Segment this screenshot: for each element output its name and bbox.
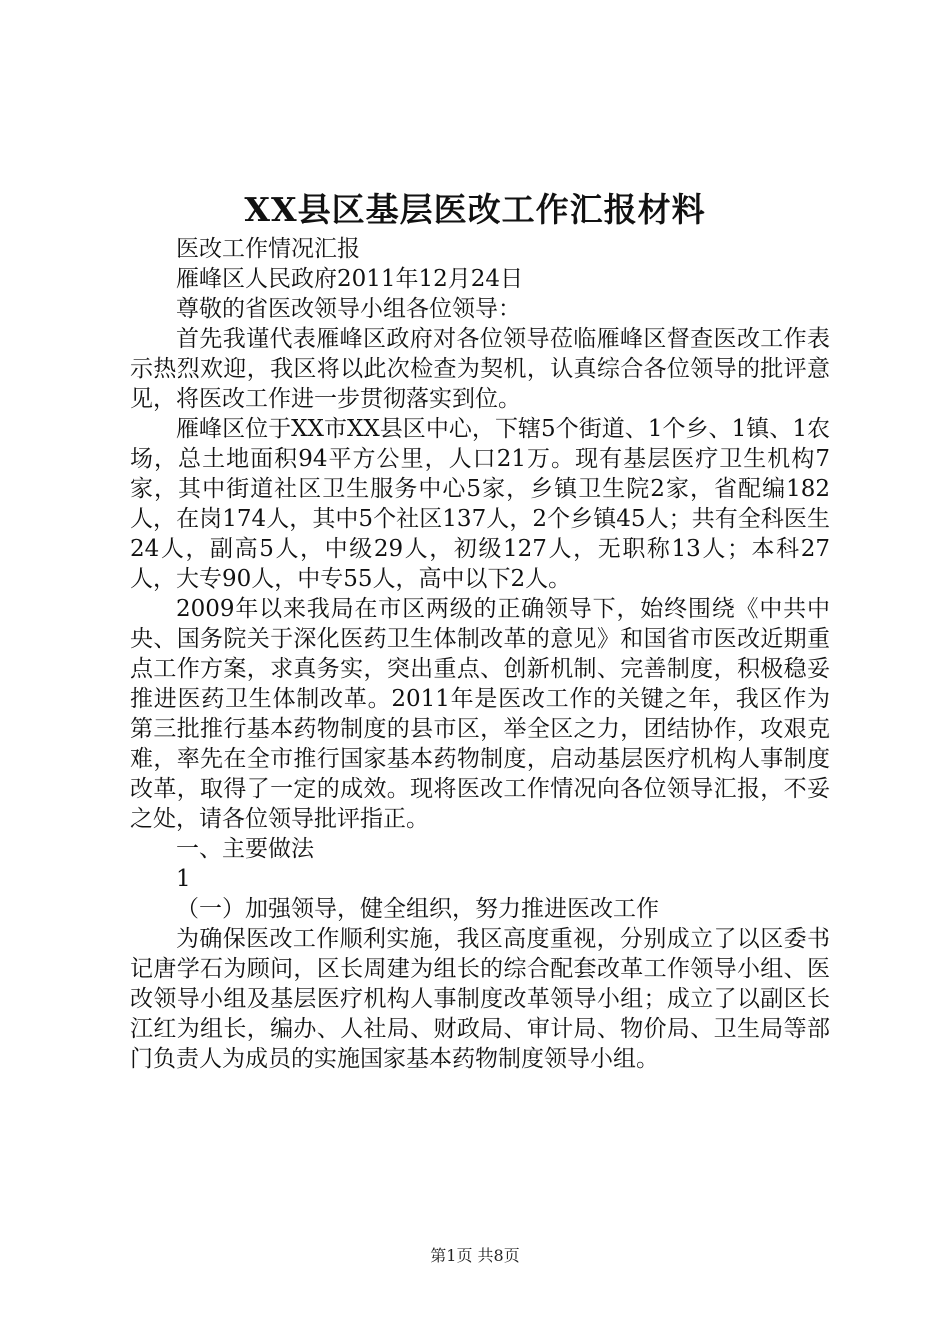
paragraph-district-overview: 雁峰区位于XX市XX县区中心，下辖5个街道、1个乡、1镇、1农场，总土地面积94平方公里，人口21万。现有基层医疗卫生机构7家，其中街道社区卫生服务中心5家，乡镇卫生院2家，省配编182人，在岗174人，其中5个社区137人，2个乡镇45人；共有全科医生24人，副高5人，中级29人，初级127人，无职称13人；本科27人，大专90人，中专55人，高中以下2人。 [130, 416, 830, 592]
document-body [130, 234, 830, 1074]
paragraph-salutation: 尊敬的省医改领导小组各位领导： [176, 296, 521, 322]
paragraph-issuer-date: 雁峰区人民政府2011年12月24日 [176, 266, 524, 292]
paragraph-number: 1 [176, 866, 191, 892]
page-footer: 第1页 共8页 [430, 1246, 520, 1265]
paragraph-reform-summary: 2009年以来我局在市区两级的正确领导下，始终围绕《中共中央、国务院关于深化医药卫生体制改革的意见》和国省市医改近期重点工作方案，求真务实，突出重点、创新机制、完善制度，积极稳妥推进医药卫生体制改革。2011年是医改工作的关键之年，我区作为第三批推行基本药物制度的县市区，举全区之力，团结协作，攻艰克难，率先在全市推行国家基本药物制度，启动基层医疗机构人事制度改革，取得了一定的成效。现将医改工作情况向各位领导汇报，不妥之处，请各位领导批评指正。 [130, 596, 830, 832]
section-heading-main-practices: 一、主要做法 [176, 836, 314, 862]
paragraph-leadership-groups: 为确保医改工作顺利实施，我区高度重视，分别成立了以区委书记唐学石为顾问，区长周建为组长的综合配套改革工作领导小组、医改领导小组及基层医疗机构人事制度改革领导小组；成立了以副区长江红为组长，编办、人社局、财政局、审计局、物价局、卫生局等部门负责人为成员的实施国家基本药物制度领导小组。 [130, 926, 830, 1072]
document-title: XX县区基层医改工作汇报材料 [244, 190, 706, 229]
paragraph-report-heading: 医改工作情况汇报 [176, 236, 360, 262]
subsection-heading-leadership: （一）加强领导，健全组织，努力推进医改工作 [176, 896, 659, 922]
paragraph-opening: 首先我谨代表雁峰区政府对各位领导莅临雁峰区督查医改工作表示热烈欢迎，我区将以此次检查为契机，认真综合各位领导的批评意见，将医改工作进一步贯彻落实到位。 [130, 326, 830, 412]
